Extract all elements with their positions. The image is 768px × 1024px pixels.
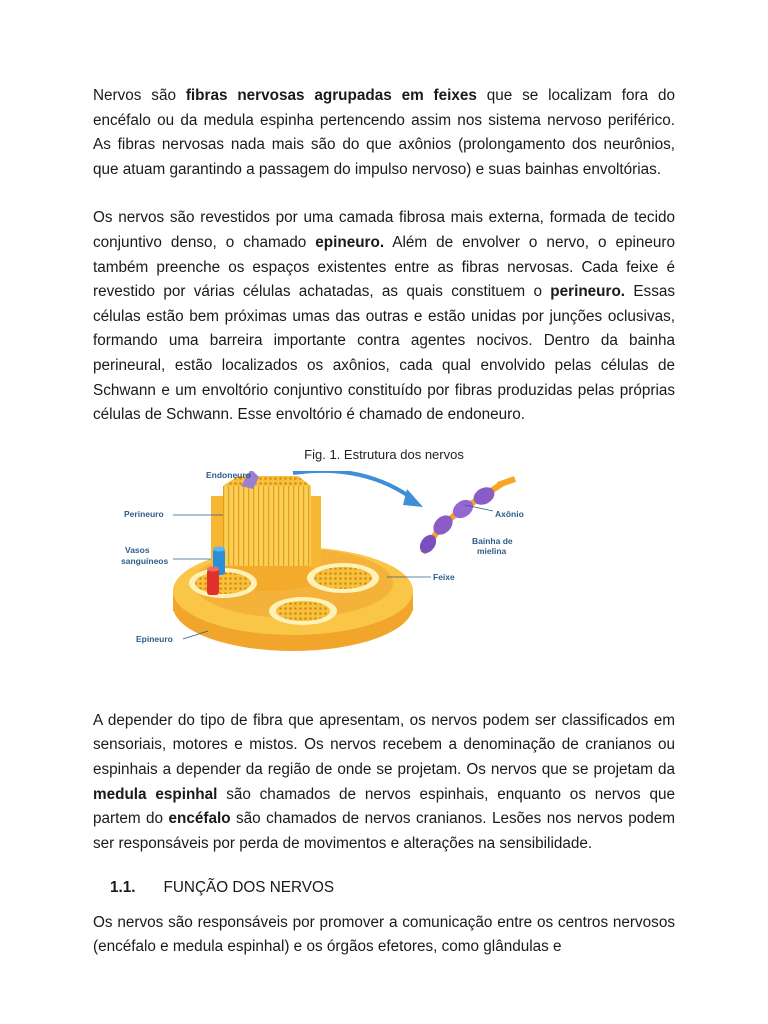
- document-page: [93, 84, 675, 960]
- text-run: são chamados de nervos cranianos. Lesões nos nervos podem ser responsáveis por perda de movimentos e alterações na sensibilidade.: [93, 810, 675, 852]
- text-run: A depender do tipo de fibra que apresentam, os nervos podem ser classificados em sensoriais, motores e mistos. Os nervos recebem a denominação de cranianos ou espinhais a depender da região de onde se projetam. Os nervos que se projetam da: [93, 711, 675, 778]
- bold-term-fibras: fibras nervosas agrupadas em feixes: [185, 87, 477, 104]
- text-run: Essas células estão bem próximas umas das outras e estão unidas por junções oclusivas, formando uma barreira importante contra agentes nocivos. Dentro da bainha perineural, estão localizados os axônios, cada qual envolvido pelas células de Schwann e um envoltório conjuntivo constituído por fibras produzidas pelas próprias células de Schwann. Esse envoltório é chamado de endoneuro.: [93, 283, 676, 424]
- bold-term-encefalo: encéfalo: [168, 810, 231, 828]
- paragraph-2: [93, 206, 675, 427]
- section-number: 1.1.: [110, 879, 136, 897]
- label-epineuro: Epineuro: [136, 633, 173, 644]
- figure-caption: Fig. 1. Estrutura dos nervos: [304, 446, 464, 462]
- section-heading: [93, 876, 675, 901]
- paragraph-3: [93, 709, 675, 857]
- label-vasos: Vasos: [125, 544, 150, 555]
- fascicle-right: [307, 563, 379, 593]
- section-title: FUNÇÃO DOS NERVOS: [163, 879, 335, 897]
- label-sanguineos: sanguíneos: [121, 555, 169, 566]
- text-run: Além de envolver o nervo, o epineuro também preenche os espaços existentes entre as fibras nervosas. Cada feixe é revestido por várias células achatadas, as quais constituem o: [93, 233, 675, 301]
- text-run: que se localizam fora do encéfalo ou da medula espinha pertencendo assim nos sistema nervoso periférico. As fibras nervosas nada mais são do que axônios (prolongamento dos neurônios, que atuam garantindo a passagem do impulso nervoso) e suas bainhas envoltórias.: [93, 87, 675, 178]
- text-run: Os nervos são responsáveis por promover a comunicação entre os centros nervosos (encéfalo e medula espinhal) e os órgãos efetores, como glândulas e: [93, 913, 675, 956]
- label-feixe: Feixe: [433, 571, 455, 582]
- nerve-structure-figure: [93, 471, 675, 689]
- bold-term-perineuro: perineuro.: [550, 283, 626, 301]
- fascicle-bottom: [269, 597, 337, 625]
- nerve-illustration: [93, 471, 675, 689]
- text-run: Nervos são: [93, 87, 186, 104]
- paragraph-4: [93, 911, 675, 960]
- paragraph-1: [93, 84, 675, 182]
- text-run: Os nervos são revestidos por uma camada fibrosa mais externa, formada de tecido conjuntivo denso, o chamado: [93, 209, 675, 251]
- label-endoneuro: Endoneuro: [206, 470, 251, 480]
- label-mielina: mielina: [477, 545, 507, 556]
- label-perineuro: Perineuro: [124, 508, 164, 519]
- bold-term-epineuro: epineuro.: [315, 233, 385, 251]
- label-axonio: Axônio: [495, 508, 524, 519]
- text-run: são chamados de nervos espinhais, enquanto os nervos que partem do: [93, 785, 675, 828]
- bold-term-medula: medula espinhal: [93, 785, 218, 803]
- label-bainha-de: Bainha de: [472, 535, 513, 546]
